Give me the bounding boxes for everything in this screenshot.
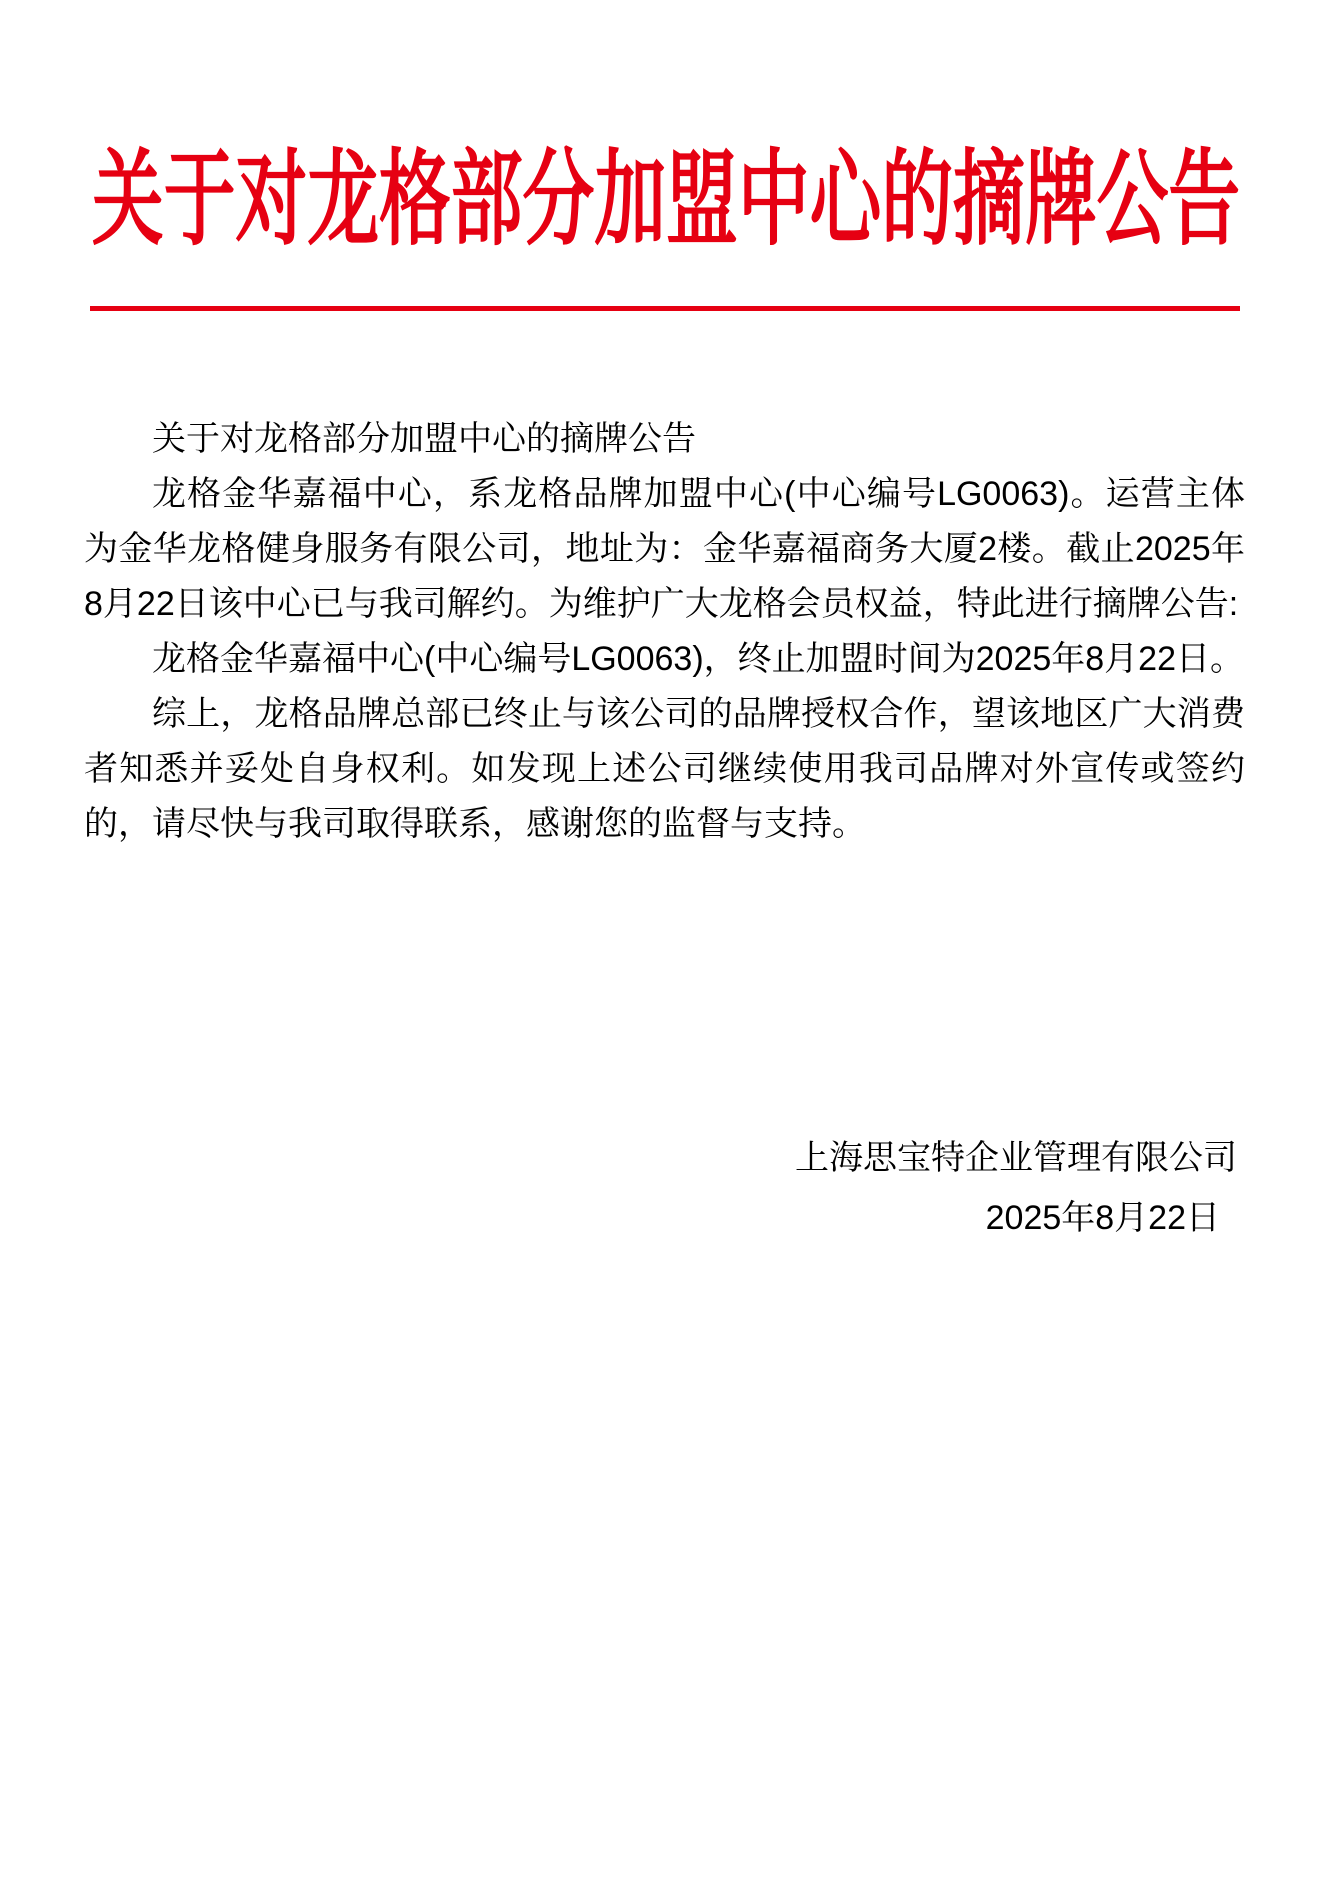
page-title: 关于对龙格部分加盟中心的摘牌公告 bbox=[92, 142, 1241, 258]
signature-company: 上海思宝特企业管理有限公司 bbox=[795, 1139, 1237, 1177]
signature-date: 2025年8月22日 bbox=[985, 1199, 1220, 1237]
body-paragraph: 关于对龙格部分加盟中心的摘牌公告 bbox=[152, 420, 696, 458]
body-paragraph: 综上，龙格品牌总部已终止与该公司的品牌授权合作，望该地区广大消费者知悉并妥处自身权利。如发现上述公司继续使用我司品牌对外宣传或签约的，请尽快与我司取得联系，感谢您的监督与支持。 bbox=[84, 695, 1245, 843]
body-paragraph: 龙格金华嘉福中心(中心编号LG0063)，终止加盟时间为2025年8月22日。 bbox=[152, 640, 1244, 678]
body-text bbox=[84, 412, 1245, 852]
title-divider-rule bbox=[90, 306, 1240, 311]
body-paragraph: 龙格金华嘉福中心，系龙格品牌加盟中心(中心编号LG0063)。运营主体为金华龙格健身服务有限公司，地址为：金华嘉福商务大厦2楼。截止2025年8月22日该中心已与我司解约。为维护广大龙格会员权益，特此进行摘牌公告: bbox=[84, 475, 1245, 623]
